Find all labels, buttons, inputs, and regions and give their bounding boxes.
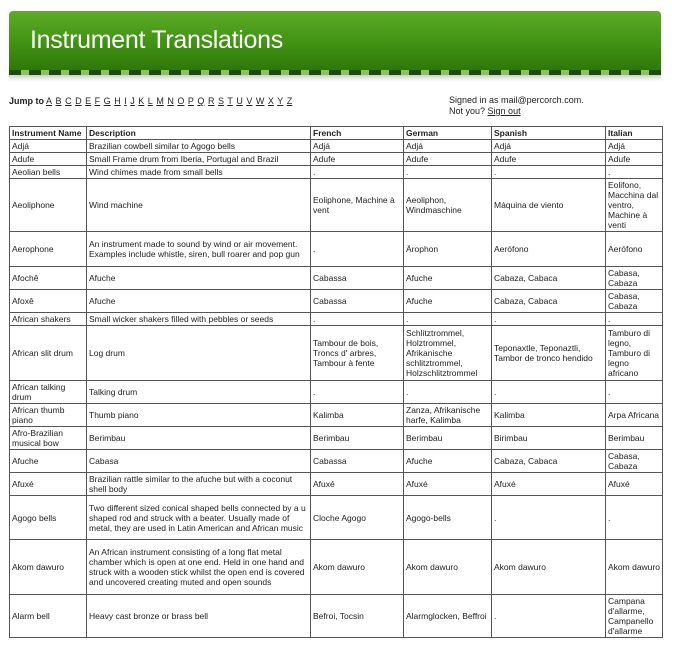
cell-italian: . <box>606 381 663 404</box>
jump-letter-g[interactable]: G <box>103 96 111 106</box>
jump-letter-m[interactable]: M <box>156 96 164 106</box>
cell-italian: Akom dawuro <box>606 540 663 595</box>
table-row <box>10 140 663 153</box>
not-you-line <box>449 106 584 117</box>
table-row <box>10 179 663 232</box>
jump-letter-l[interactable]: L <box>147 96 153 106</box>
jump-letter-d[interactable]: D <box>75 96 82 106</box>
cell-german: Zanza, Afrikanische harfe, Kalimba <box>404 404 492 427</box>
jump-letter-i[interactable]: I <box>124 96 127 106</box>
banner-shadow <box>9 75 661 81</box>
table-row <box>10 232 663 267</box>
cell-french: Cabassa <box>311 267 404 290</box>
cell-italian: Eolifono, Macchina dal ventro, Machine à venti <box>606 179 663 232</box>
cell-french: . <box>311 381 404 404</box>
cell-description: Wind machine <box>87 179 311 232</box>
cell-instrument-name: Akom dawuro <box>10 540 87 595</box>
cell-german: Afuche <box>404 450 492 473</box>
header-banner <box>9 11 661 75</box>
cell-spanish: Cabaza, Cabaca <box>492 267 606 290</box>
jump-letter-v[interactable]: V <box>246 96 253 106</box>
cell-instrument-name: African talking drum <box>10 381 87 404</box>
cell-italian: Aerófono <box>606 232 663 267</box>
cell-instrument-name: Alarm bell <box>10 595 87 638</box>
table-header-row <box>10 127 663 140</box>
table-row <box>10 153 663 166</box>
cell-instrument-name: Afro-Brazilian musical bow <box>10 427 87 450</box>
sign-out-link[interactable]: Sign out <box>487 106 521 116</box>
cell-instrument-name: Aerophone <box>10 232 87 267</box>
table-row <box>10 404 663 427</box>
jump-letter-a[interactable]: A <box>46 96 53 106</box>
cell-description: Two different sized conical shaped bells connected by a u shaped rod and struck with a beater. Usually made of metal, they are used in Latin American and African music <box>87 496 311 540</box>
cell-german: . <box>404 381 492 404</box>
cell-french: Befroi, Tocsin <box>311 595 404 638</box>
cell-french: Cloche Agogo <box>311 496 404 540</box>
cell-instrument-name: African shakers <box>10 313 87 326</box>
cell-french: . <box>311 166 404 179</box>
cell-description: Berimbau <box>87 427 311 450</box>
jump-letter-u[interactable]: U <box>236 96 243 106</box>
table-row <box>10 290 663 313</box>
table-row <box>10 540 663 595</box>
cell-description: Thumb piano <box>87 404 311 427</box>
table-row <box>10 496 663 540</box>
translations-table <box>9 126 663 638</box>
cell-spanish: Kalimba <box>492 404 606 427</box>
cell-instrument-name: Adufe <box>10 153 87 166</box>
cell-italian: Cabasa, Cabaza <box>606 290 663 313</box>
cell-french: Akom dawuro <box>311 540 404 595</box>
cell-description: Brazilian rattle similar to the afuche but with a coconut shell body <box>87 473 311 496</box>
cell-french: Eoliphone, Machine à vent <box>311 179 404 232</box>
jump-letter-e[interactable]: E <box>85 96 92 106</box>
cell-description: Brazilian cowbell similar to Agogo bells <box>87 140 311 153</box>
column-header-german: German <box>404 127 492 140</box>
cell-description: Afuche <box>87 290 311 313</box>
cell-spanish: Teponaxtle, Teponaztli, Tambor de tronco hendido <box>492 326 606 381</box>
cell-spanish: . <box>492 381 606 404</box>
not-you-text: Not you? <box>449 106 486 116</box>
cell-german: Afuxé <box>404 473 492 496</box>
cell-french: . <box>311 313 404 326</box>
table-body <box>10 140 663 638</box>
table-row <box>10 267 663 290</box>
cell-description: Small Frame drum from Iberia, Portugal and Brazil <box>87 153 311 166</box>
cell-german: Akom dawuro <box>404 540 492 595</box>
table-row <box>10 166 663 179</box>
cell-instrument-name: Afuche <box>10 450 87 473</box>
cell-french: Cabassa <box>311 290 404 313</box>
cell-german: . <box>404 166 492 179</box>
cell-german: Berimbau <box>404 427 492 450</box>
cell-spanish: Cabaza, Cabaca <box>492 290 606 313</box>
jump-letter-r[interactable]: R <box>207 96 215 106</box>
cell-instrument-name: Afoxê <box>10 290 87 313</box>
cell-description: Talking drum <box>87 381 311 404</box>
auth-info <box>449 95 584 117</box>
cell-italian: Arpa Africana <box>606 404 663 427</box>
cell-description: Log drum <box>87 326 311 381</box>
cell-german: Afuche <box>404 290 492 313</box>
cell-spanish: Aerófono <box>492 232 606 267</box>
cell-spanish: . <box>492 595 606 638</box>
cell-spanish: Máquina de viento <box>492 179 606 232</box>
jump-letter-s[interactable]: S <box>217 96 224 106</box>
jump-letter-h[interactable]: H <box>114 96 121 106</box>
jump-letter-j[interactable]: J <box>130 96 135 106</box>
cell-german: Ärophon <box>404 232 492 267</box>
cell-description: An African instrument consisting of a long flat metal chamber which is open at one end. Held in one hand and struck with a wooden stick whilst the open end is covered and uncovered creating muted and open sounds <box>87 540 311 595</box>
cell-french: Kalimba <box>311 404 404 427</box>
cell-spanish: Adufe <box>492 153 606 166</box>
cell-german: Afuche <box>404 267 492 290</box>
cell-french: Afuxé <box>311 473 404 496</box>
jump-letter-x[interactable]: X <box>267 96 274 106</box>
column-header-description: Description <box>87 127 311 140</box>
column-header-spanish: Spanish <box>492 127 606 140</box>
jump-letter-p[interactable]: P <box>187 96 194 106</box>
cell-spanish: . <box>492 166 606 179</box>
table-row <box>10 326 663 381</box>
jump-to-label: Jump to <box>9 96 44 106</box>
jump-letter-z[interactable]: Z <box>286 96 293 106</box>
cell-french: . <box>311 232 404 267</box>
cell-german: Agogo-bells <box>404 496 492 540</box>
cell-german: Alarmglocken, Beffroi <box>404 595 492 638</box>
cell-german: Adjá <box>404 140 492 153</box>
cell-spanish: . <box>492 313 606 326</box>
cell-italian: . <box>606 496 663 540</box>
jump-letter-k[interactable]: K <box>138 96 145 106</box>
cell-description: Wind chimes made from small bells <box>87 166 311 179</box>
cell-italian: Afuxé <box>606 473 663 496</box>
cell-instrument-name: Afochê <box>10 267 87 290</box>
jump-letter-t[interactable]: T <box>227 96 233 106</box>
table-row <box>10 450 663 473</box>
table-row <box>10 595 663 638</box>
jump-to-nav <box>9 96 293 106</box>
page-title: Instrument Translations <box>30 26 283 54</box>
column-header-instrument-name: Instrument Name <box>10 127 87 140</box>
cell-italian: Tamburo di legno, Tamburo di legno africano <box>606 326 663 381</box>
jump-letter-y[interactable]: Y <box>277 96 284 106</box>
cell-italian: Berimbau <box>606 427 663 450</box>
cell-italian: Cabasa, Cabaza <box>606 267 663 290</box>
cell-description: Heavy cast bronze or brass bell <box>87 595 311 638</box>
cell-description: Afuche <box>87 267 311 290</box>
cell-instrument-name: Aeoliphone <box>10 179 87 232</box>
cell-description: Cabasa <box>87 450 311 473</box>
cell-french: Adufe <box>311 153 404 166</box>
jump-letter-o[interactable]: O <box>177 96 185 106</box>
cell-french: Berimbau <box>311 427 404 450</box>
cell-spanish: Birimbau <box>492 427 606 450</box>
cell-italian: Cabasa, Cabaza <box>606 450 663 473</box>
jump-letter-f[interactable]: F <box>94 96 101 106</box>
cell-italian: Adufe <box>606 153 663 166</box>
jump-letters <box>46 96 293 106</box>
jump-letter-b[interactable]: B <box>55 96 62 106</box>
cell-italian: . <box>606 166 663 179</box>
cell-spanish: Adjá <box>492 140 606 153</box>
table-row <box>10 381 663 404</box>
table-row <box>10 313 663 326</box>
cell-german: . <box>404 313 492 326</box>
cell-instrument-name: Afuxé <box>10 473 87 496</box>
signed-in-text: Signed in as mail@percorch.com. <box>449 95 584 105</box>
cell-instrument-name: Adjá <box>10 140 87 153</box>
cell-spanish: Akom dawuro <box>492 540 606 595</box>
cell-french: Cabassa <box>311 450 404 473</box>
cell-instrument-name: Agogo bells <box>10 496 87 540</box>
cell-french: Tambour de bois, Troncs d' arbres, Tambour à fente <box>311 326 404 381</box>
cell-french: Adjá <box>311 140 404 153</box>
jump-letter-w[interactable]: W <box>255 96 265 106</box>
column-header-french: French <box>311 127 404 140</box>
table-row <box>10 473 663 496</box>
column-header-italian: Italian <box>606 127 663 140</box>
jump-letter-c[interactable]: C <box>65 96 72 106</box>
cell-instrument-name: African thumb piano <box>10 404 87 427</box>
table-row <box>10 427 663 450</box>
cell-instrument-name: African slit drum <box>10 326 87 381</box>
cell-italian: Campana d'allarme, Campanello d'allarme <box>606 595 663 638</box>
cell-spanish: Afuxé <box>492 473 606 496</box>
cell-german: Schlitztrommel, Holztrommel, Afrikanische schlitztrommel, Holzschlitztrommel <box>404 326 492 381</box>
cell-german: Adufe <box>404 153 492 166</box>
cell-description: Small wicker shakers filled with pebbles or seeds <box>87 313 311 326</box>
cell-description: An instrument made to sound by wind or air movement. Examples include whistle, siren, bull roarer and pop gun <box>87 232 311 267</box>
cell-italian: Adjá <box>606 140 663 153</box>
jump-letter-q[interactable]: Q <box>197 96 205 106</box>
jump-letter-n[interactable]: N <box>167 96 174 106</box>
cell-german: Aeoliphon, Windmaschine <box>404 179 492 232</box>
cell-italian: . <box>606 313 663 326</box>
cell-spanish: . <box>492 496 606 540</box>
cell-spanish: Cabaza, Cabaca <box>492 450 606 473</box>
cell-instrument-name: Aeolian bells <box>10 166 87 179</box>
